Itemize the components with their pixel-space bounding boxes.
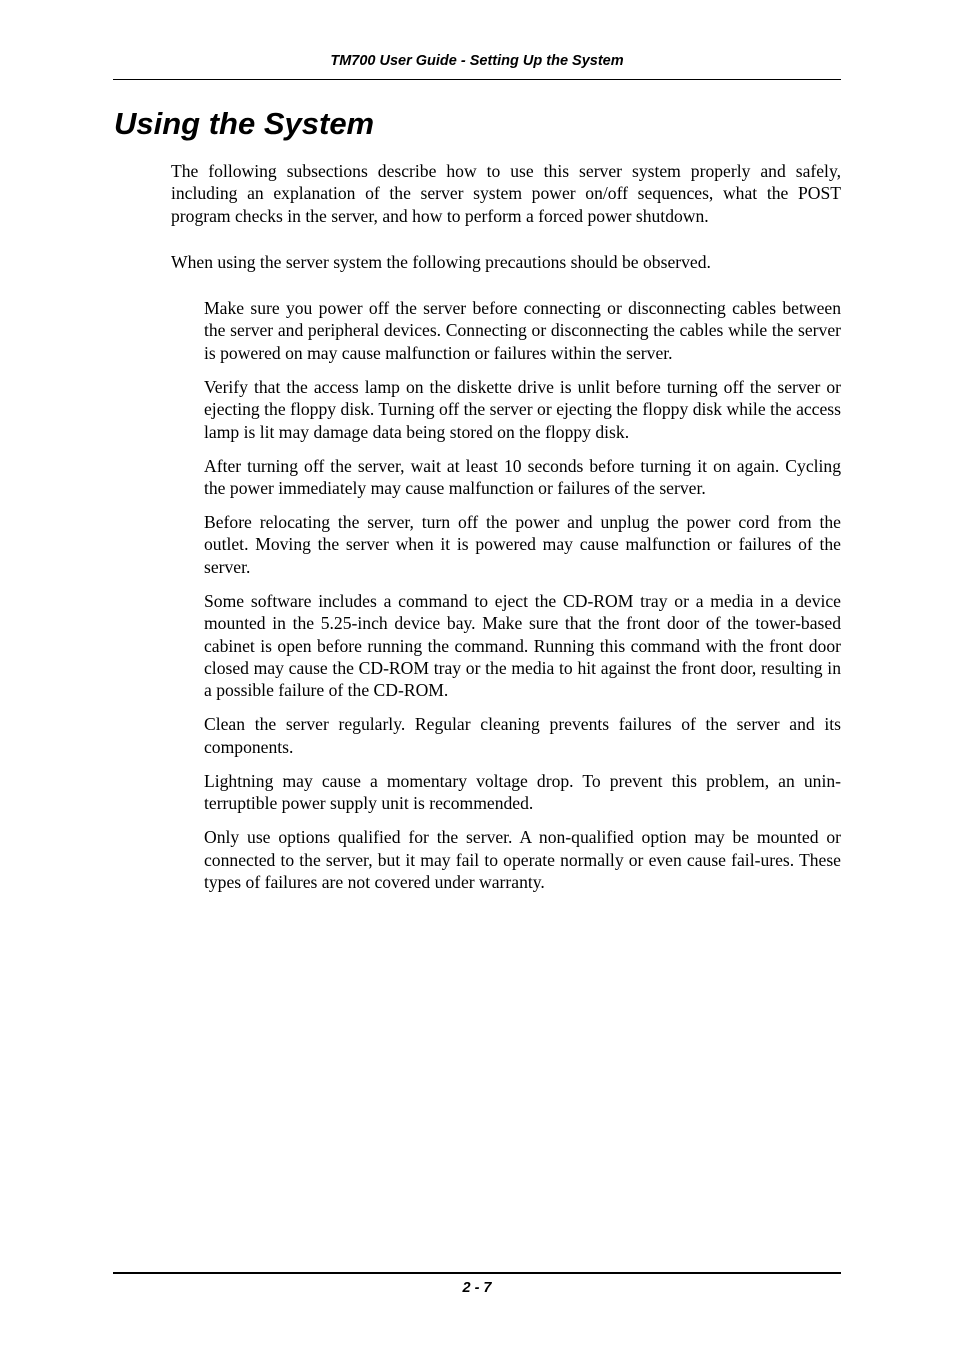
precaution-item: After turning off the server, wait at least 10 seconds before turning it on again. Cycling the power immediately may cause malfunction or failures of the server. [204,455,841,499]
precautions-lead-in: When using the server system the following precautions should be observed. [171,252,711,272]
precaution-item: Only use options qualified for the server. A non-qualified option may be mounted or connected to the server, but it may fail to operate normally or even cause fail-ures. These types of failures are not covered under warranty. [204,827,841,893]
page-title: Using the System [114,106,375,141]
running-header: TM700 User Guide - Setting Up the System [330,53,624,69]
footer-rule [113,1272,841,1274]
precaution-item: Verify that the access lamp on the diskette drive is unlit before turning off the server or ejecting the floppy disk. Turning off the server or ejecting the floppy disk while the access lamp is lit may damage data being stored on the floppy disk. [204,376,841,442]
page-number: 2 - 7 [462,1280,492,1296]
precaution-item: Before relocating the server, turn off the power and unplug the power cord from the outlet. Moving the server when it is powered may cause malfunction or failures of the server. [204,512,841,577]
precaution-item: Some software includes a command to eject the CD-ROM tray or a media in a device mounted in the 5.25-inch device bay. Make sure that the front door of the tower-based cabinet is open before running the command. Running this command with the front door closed may cause the CD-ROM tray or the media to hit against the front door, resulting in a possible failure of the CD-ROM. [204,590,841,701]
precautions-list [204,297,841,905]
header-rule [113,79,841,80]
intro-paragraph: The following subsections describe how to use this server system properly and safely, including an explanation of the server system power on/off sequences, what the POST program checks in the server, and how to perform a forced power shutdown. [171,161,841,226]
precaution-item: Clean the server regularly. Regular cleaning prevents failures of the server and its components. [204,714,841,757]
precaution-item: Make sure you power off the server before connecting or disconnecting cables between the server and peripheral devices. Connecting or disconnecting the cables while the server is powered on may cause malfunction or failures within the server. [204,298,841,363]
precaution-item: Lightning may cause a momentary voltage drop. To prevent this problem, an unin-terruptible power supply unit is recommended. [204,770,841,814]
